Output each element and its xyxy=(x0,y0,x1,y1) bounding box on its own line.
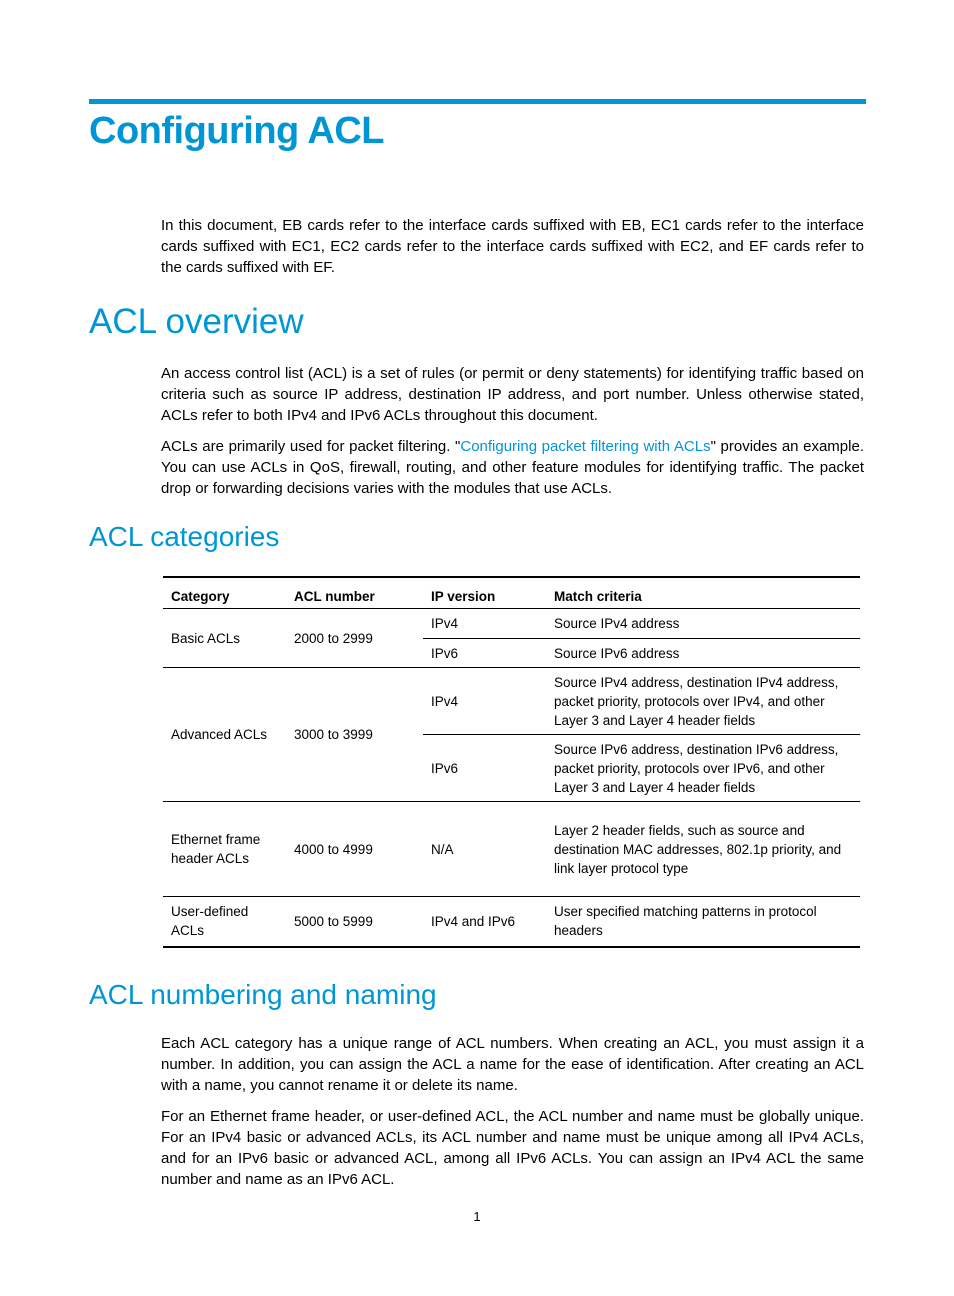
basic-ipv4: IPv4 xyxy=(423,609,546,639)
overview-p2-text-after: " provides an example. You can use ACLs in QoS, firewall, routing, and other feature modules for identifying traffic. The packet drop or forwarding decisions varies with the modules that use ACLs. xyxy=(161,438,864,497)
table-row xyxy=(163,802,860,897)
ethernet-version: N/A xyxy=(423,802,546,897)
intro-paragraph: In this document, EB cards refer to the interface cards suffixed with EB, EC1 cards refer to the interface cards suffixed with EC1, EC2 cards refer to the interface cards suffixed with EC2, and EF cards refer to the cards suffixed with EF. xyxy=(161,217,864,276)
numbering-paragraph-1: Each ACL category has a unique range of ACL numbers. When creating an ACL, you must assign it a number. In addition, you can assign the ACL a name for the ease of identification. After creating an ACL with a name, you cannot rename it or delete its name. xyxy=(161,1035,864,1094)
packet-filtering-link[interactable]: Configuring packet filtering with ACLs xyxy=(460,438,711,455)
advanced-ipv6-criteria: Source IPv6 address, destination IPv6 address, packet priority, protocols over IPv6, and other Layer 3 and Layer 4 header fields xyxy=(546,735,860,802)
header-rule xyxy=(89,99,866,104)
header-category: Category xyxy=(163,577,286,609)
advanced-number: 3000 to 3999 xyxy=(286,668,423,802)
advanced-ipv4: IPv4 xyxy=(423,668,546,735)
ethernet-category: Ethernet frame header ACLs xyxy=(163,802,286,897)
section-heading-categories: ACL categories xyxy=(89,521,280,552)
user-number: 5000 to 5999 xyxy=(286,897,423,947)
user-category: User-defined ACLs xyxy=(163,897,286,947)
user-version: IPv4 and IPv6 xyxy=(423,897,546,947)
advanced-ipv6: IPv6 xyxy=(423,735,546,802)
page-title: Configuring ACL xyxy=(89,110,385,152)
overview-p2-text-before: ACLs are primarily used for packet filtering. " xyxy=(161,438,461,455)
header-ip-version: IP version xyxy=(423,577,546,609)
section-heading-numbering: ACL numbering and naming xyxy=(89,979,437,1010)
overview-paragraph-2 xyxy=(161,436,864,499)
basic-category: Basic ACLs xyxy=(163,609,286,668)
page-number: 1 xyxy=(473,1209,481,1224)
ethernet-criteria: Layer 2 header fields, such as source and destination MAC addresses, 802.1p priority, and link layer protocol type xyxy=(546,802,860,897)
numbering-paragraph-2: For an Ethernet frame header, or user-defined ACL, the ACL number and name must be globally unique. For an IPv4 basic or advanced ACLs, its ACL number and name must be unique among all IPv4 ACLs, and for an IPv6 basic or advanced ACL, among all IPv6 ACLs. You can assign an IPv4 ACL the same number and name as an IPv6 ACL. xyxy=(161,1108,864,1188)
advanced-ipv4-criteria: Source IPv4 address, destination IPv4 address, packet priority, protocols over IPv4, and other Layer 3 and Layer 4 header fields xyxy=(546,668,860,735)
acl-categories-table xyxy=(163,576,860,948)
header-match-criteria: Match criteria xyxy=(546,577,860,609)
basic-number: 2000 to 2999 xyxy=(286,609,423,668)
table-row xyxy=(163,609,860,639)
user-criteria: User specified matching patterns in protocol headers xyxy=(546,897,860,947)
table-header-row xyxy=(163,577,860,609)
section-heading-overview: ACL overview xyxy=(89,302,304,341)
basic-ipv4-criteria: Source IPv4 address xyxy=(546,609,860,639)
advanced-category: Advanced ACLs xyxy=(163,668,286,802)
ethernet-number: 4000 to 4999 xyxy=(286,802,423,897)
header-acl-number: ACL number xyxy=(286,577,423,609)
table-row xyxy=(163,897,860,947)
basic-ipv6: IPv6 xyxy=(423,639,546,668)
basic-ipv6-criteria: Source IPv6 address xyxy=(546,639,860,668)
overview-paragraph-1: An access control list (ACL) is a set of rules (or permit or deny statements) for identifying traffic based on criteria such as source IP address, destination IP address, and port number. Unless otherwise stated, ACLs refer to both IPv4 and IPv6 ACLs throughout this document. xyxy=(161,365,864,424)
table-row xyxy=(163,668,860,735)
